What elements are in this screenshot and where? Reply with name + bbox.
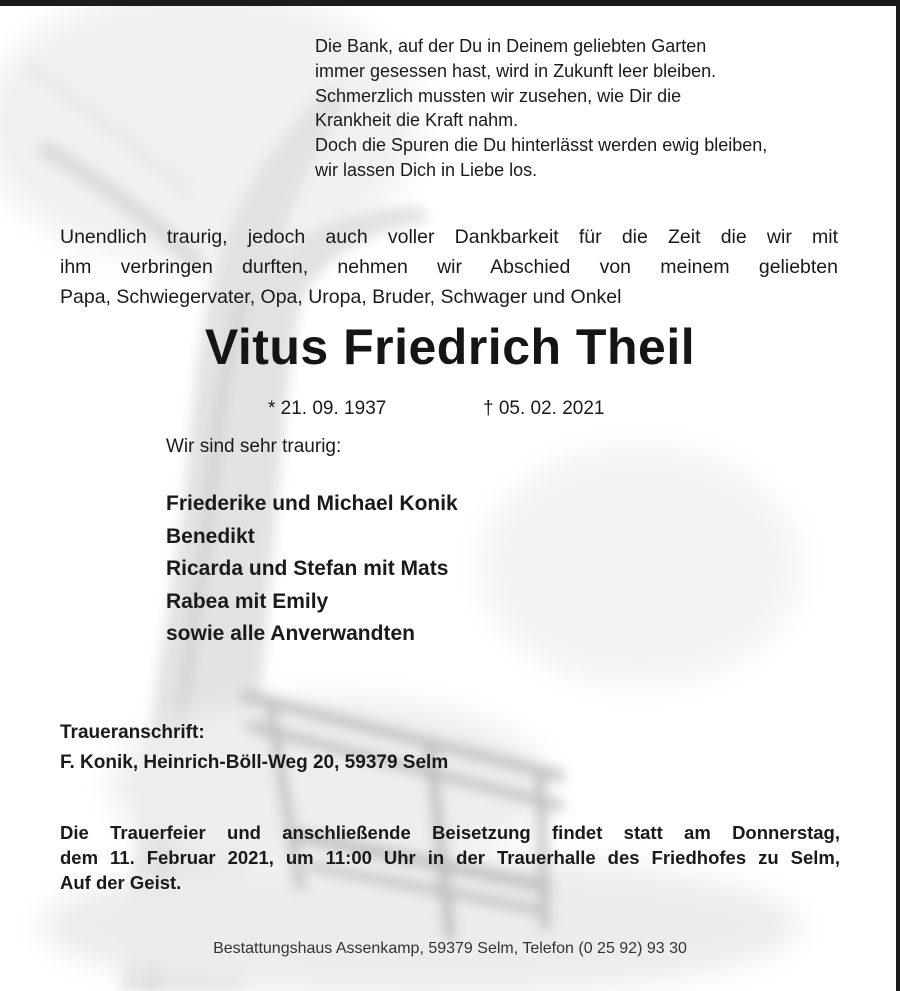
birth-date: * 21. 09. 1937 bbox=[268, 398, 387, 419]
intro-line: ihm verbringen durften, nehmen wir Abschied von meinem geliebten bbox=[60, 256, 838, 278]
poem-line: wir lassen Dich in Liebe los. bbox=[315, 159, 538, 180]
mourner-name: sowie alle Anverwandten bbox=[166, 622, 415, 645]
address-value: F. Konik, Heinrich-Böll-Weg 20, 59379 Selm bbox=[60, 752, 449, 773]
poem-line: Die Bank, auf der Du in Deinem geliebten Garten bbox=[315, 36, 707, 56]
mourner-name: Friederike und Michael Konik bbox=[166, 492, 458, 515]
intro-paragraph bbox=[60, 222, 838, 312]
service-announcement bbox=[60, 820, 840, 895]
service-line: Auf der Geist. bbox=[60, 872, 182, 893]
address-label: Traueranschrift: bbox=[60, 722, 205, 743]
mourner-name: Benedikt bbox=[166, 524, 255, 548]
service-line: Die Trauerfeier und anschließende Beisetzung findet statt am Donnerstag, bbox=[60, 822, 840, 843]
intro-line: Unendlich traurig, jedoch auch voller Dankbarkeit für die Zeit die wir mit bbox=[60, 226, 838, 248]
deceased-name: Vitus Friedrich Theil bbox=[204, 319, 696, 375]
poem-line: Krankheit die Kraft nahm. bbox=[315, 110, 519, 131]
service-line: dem 11. Februar 2021, um 11:00 Uhr in der Trauerhalle des Friedhofes zu Selm, bbox=[60, 847, 840, 868]
mourners-intro: Wir sind sehr traurig: bbox=[166, 436, 342, 457]
poem bbox=[315, 34, 855, 183]
mourner-name: Rabea mit Emily bbox=[166, 589, 329, 613]
intro-line: Papa, Schwiegervater, Opa, Uropa, Bruder, Schwager und Onkel bbox=[60, 286, 622, 308]
undertaker-info: Bestattungshaus Assenkamp, 59379 Selm, Telefon (0 25 92) 93 30 bbox=[213, 940, 687, 957]
death-date: † 05. 02. 2021 bbox=[483, 398, 605, 419]
mourner-name: Ricarda und Stefan mit Mats bbox=[166, 557, 449, 580]
poem-line: Doch die Spuren die Du hinterlässt werden ewig bleiben, bbox=[315, 135, 768, 156]
mourners-list bbox=[166, 488, 458, 651]
poem-line: immer gesessen hast, wird in Zukunft leer bleiben. bbox=[315, 60, 717, 81]
poem-line: Schmerzlich mussten wir zusehen, wie Dir die bbox=[315, 85, 682, 106]
right-border bbox=[896, 0, 900, 991]
